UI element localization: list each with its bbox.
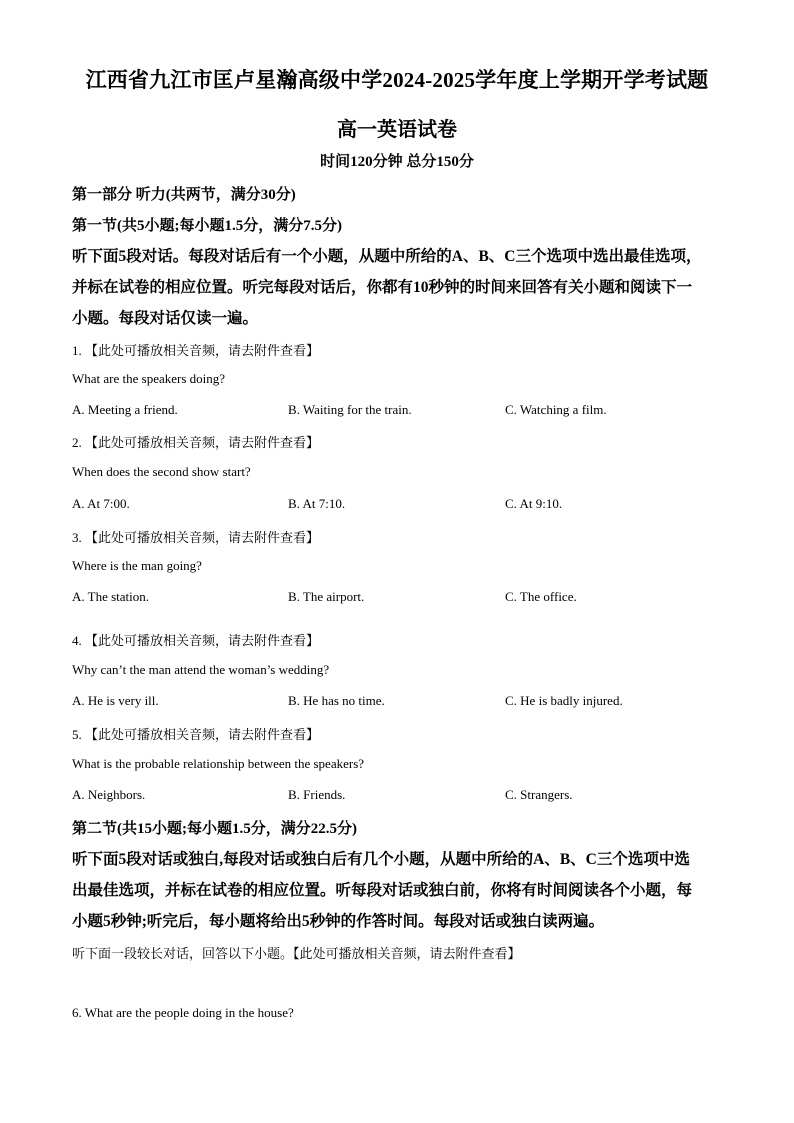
part1-heading: 第一部分 听力(共两节，满分30分): [72, 187, 296, 203]
option-c: C. He is badly injured.: [505, 693, 623, 708]
option-b: B. Waiting for the train.: [288, 402, 412, 417]
audio-placeholder-link[interactable]: 5. 【此处可播放相关音频，请去附件查看】: [72, 727, 320, 742]
option-c: C. The office.: [505, 589, 577, 604]
question-text: Where is the man going?: [72, 558, 202, 573]
question-text: What is the probable relationship between the speakers?: [72, 756, 365, 771]
audio-placeholder-link[interactable]: 听下面一段较长对话，回答以下小题。【此处可播放相关音频，请去附件查看】: [72, 946, 521, 961]
question-text: When does the second show start?: [72, 464, 251, 479]
option-a: A. Neighbors.: [72, 787, 146, 802]
exam-title: 江西省九江市匡卢星瀚高级中学2024-2025学年度上学期开学考试题: [85, 68, 709, 92]
option-a: A. Meeting a friend.: [72, 402, 178, 417]
question-text: Why can’t the man attend the woman’s wedding?: [72, 662, 330, 677]
question-text: What are the speakers doing?: [72, 371, 226, 386]
option-a: A. He is very ill.: [72, 693, 159, 708]
option-b: B. He has no time.: [288, 693, 385, 708]
audio-placeholder-link[interactable]: 4. 【此处可播放相关音频，请去附件查看】: [72, 633, 320, 648]
option-a: A. The station.: [72, 589, 150, 604]
section1-heading: 第一节(共5小题;每小题1.5分，满分7.5分): [72, 218, 342, 234]
section2-instructions-line: 出最佳选项，并标在试卷的相应位置。听每段对话或独白前，你将有时间阅读各个小题，每: [72, 882, 693, 899]
section1-instructions-line: 并标在试卷的相应位置。听完每段对话后，你都有10秒钟的时间来回答有关小题和阅读下一: [72, 279, 693, 296]
section2-instructions-line: 听下面5段对话或独白,每段对话或独白后有几个小题，从题中所给的A、B、C三个选项中选: [72, 851, 690, 868]
section1-instructions-line: 小题。每段对话仅读一遍。: [72, 310, 259, 327]
exam-subtitle: 高一英语试卷: [337, 119, 457, 141]
option-a: A. At 7:00.: [72, 496, 130, 511]
time-info: 时间120分钟 总分150分: [320, 154, 474, 170]
option-c: C. At 9:10.: [505, 496, 563, 511]
section1-instructions-line: 听下面5段对话。每段对话后有一个小题，从题中所给的A、B、C三个选项中选出最佳选项，: [72, 248, 702, 265]
option-b: B. At 7:10.: [288, 496, 346, 511]
audio-placeholder-link[interactable]: 1. 【此处可播放相关音频，请去附件查看】: [72, 343, 320, 358]
option-b: B. The airport.: [288, 589, 365, 604]
audio-placeholder-link[interactable]: 2. 【此处可播放相关音频，请去附件查看】: [72, 435, 320, 450]
option-c: C. Strangers.: [505, 787, 573, 802]
section2-heading: 第二节(共15小题;每小题1.5分，满分22.5分): [72, 821, 357, 837]
audio-placeholder-link[interactable]: 3. 【此处可播放相关音频，请去附件查看】: [72, 530, 320, 545]
question-text: 6. What are the people doing in the house?: [72, 1005, 294, 1020]
option-b: B. Friends.: [288, 787, 346, 802]
option-c: C. Watching a film.: [505, 402, 607, 417]
section2-instructions-line: 小题5秒钟;听完后，每小题将给出5秒钟的作答时间。每段对话或独白读两遍。: [72, 913, 605, 930]
